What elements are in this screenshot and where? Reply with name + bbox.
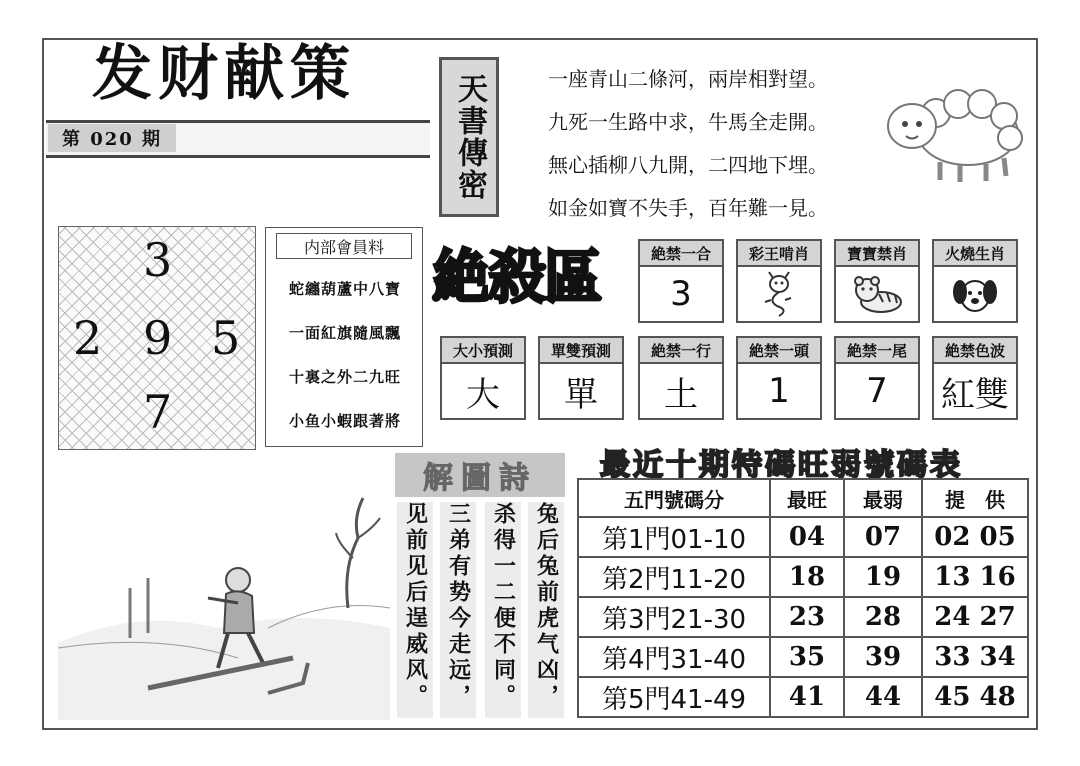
member-box: [265, 227, 423, 447]
provide-cell: 13 16: [922, 557, 1028, 597]
kill-cell-value: 7: [834, 364, 920, 420]
kill-zone-title: 絶殺區: [432, 243, 601, 311]
kill-cell-label: 絶禁一尾: [834, 336, 920, 364]
grid-number-bottom: 7: [143, 385, 173, 439]
door-cell: 第4門31-40: [578, 637, 770, 677]
kill-cell-label: 大小預測: [440, 336, 526, 364]
table-row: [578, 557, 1028, 597]
table-header: 五門號碼分: [578, 479, 770, 517]
cold-cell: 28: [844, 597, 922, 637]
hot-cell: 18: [770, 557, 844, 597]
provide-cell: 33 34: [922, 637, 1028, 677]
kill-cell-value: 1: [736, 364, 822, 420]
poem-line: 九死一生路中求，牛馬全走開。: [548, 110, 828, 134]
hot-cell: 41: [770, 677, 844, 717]
picture-poem-column: 兔后兔前虎气凶，: [528, 502, 564, 718]
member-line: 十裏之外二九旺: [288, 368, 401, 386]
kill-cell-label: 絶禁一頭: [736, 336, 822, 364]
table-row: [578, 517, 1028, 557]
grid-number-center: 9: [143, 311, 173, 365]
member-line: 小鱼小蝦跟著將: [288, 412, 401, 430]
sheep-icon: [878, 88, 1028, 188]
dragon-icon: [759, 270, 799, 318]
provide-cell: 24 27: [922, 597, 1028, 637]
cold-cell: 39: [844, 637, 922, 677]
picture-poem-column: 三弟有势今走远，: [440, 502, 476, 718]
kill-cell-label: 彩王啃肖: [736, 239, 822, 267]
hot-cell: 35: [770, 637, 844, 677]
kill-cell-value: 土: [638, 364, 724, 420]
hot-cell: 04: [770, 517, 844, 557]
poem-line: 如金如寶不失手，百年難一見。: [548, 196, 828, 220]
kill-cell-value: 大: [440, 364, 526, 420]
picture-poem-title: 解圖詩: [395, 453, 565, 497]
kill-cell: [932, 239, 1018, 323]
provide-cell: 45 48: [922, 677, 1028, 717]
kill-cell: [736, 239, 822, 323]
kill-cell-label: 絶禁一行: [638, 336, 724, 364]
member-line: 蛇纏葫蘆中八寶: [288, 280, 401, 298]
kill-cell: [736, 336, 822, 420]
kill-cell: [834, 239, 920, 323]
number-grid: [58, 226, 256, 450]
table-row: [578, 677, 1028, 717]
table-title: 最近十期特碼旺弱號碼表: [600, 448, 963, 483]
kill-cell-label: 單雙預測: [538, 336, 624, 364]
cold-cell: 19: [844, 557, 922, 597]
banner-text: 天書傳密: [452, 73, 487, 201]
table-header: 提 供: [922, 479, 1028, 517]
kill-cell-value: 單: [538, 364, 624, 420]
grid-number-left: 2: [73, 311, 103, 365]
member-line: 一面紅旗隨風飄: [288, 324, 401, 342]
kill-cell-value: 3: [638, 267, 724, 323]
boy-illustration: [58, 458, 390, 720]
poem: [548, 58, 878, 230]
cold-cell: 07: [844, 517, 922, 557]
door-cell: 第3門21-30: [578, 597, 770, 637]
door-cell: 第2門11-20: [578, 557, 770, 597]
kill-cell: [440, 336, 526, 420]
poem-line: 一座青山二條河，兩岸相對望。: [548, 67, 828, 91]
member-title: 内部會員料: [276, 233, 412, 259]
kill-cell-label: 火燒生肖: [932, 239, 1018, 267]
door-cell: 第5門41-49: [578, 677, 770, 717]
grid-number-top: 3: [143, 233, 173, 287]
door-cell: 第1門01-10: [578, 517, 770, 557]
dog-icon: [951, 272, 999, 316]
table-header: 最弱: [844, 479, 922, 517]
kill-cell-label: 寶寶禁肖: [834, 239, 920, 267]
table-header-row: [578, 479, 1028, 517]
issue-label: 第 020 期: [48, 124, 176, 152]
page-title: 发财献策: [92, 39, 356, 109]
kill-cell: [638, 336, 724, 420]
kill-cell: [932, 336, 1018, 420]
grid-number-right: 5: [211, 311, 241, 365]
cold-cell: 44: [844, 677, 922, 717]
provide-cell: 02 05: [922, 517, 1028, 557]
picture-poem-column: 见前见后逞威风。: [397, 502, 433, 718]
banner-tianshu: [439, 57, 499, 217]
kill-cell: [538, 336, 624, 420]
table-header: 最旺: [770, 479, 844, 517]
kill-cell: [834, 336, 920, 420]
kill-cell-value: 紅雙: [932, 364, 1018, 420]
hot-cell: 23: [770, 597, 844, 637]
table-row: [578, 637, 1028, 677]
kill-cell: [638, 239, 724, 323]
kill-cell-label: 絶禁一合: [638, 239, 724, 267]
tiger-icon: [849, 272, 905, 316]
number-table: [577, 478, 1029, 718]
picture-poem-column: 杀得一二便不同。: [485, 502, 521, 718]
kill-cell-label: 絶禁色波: [932, 336, 1018, 364]
table-row: [578, 597, 1028, 637]
poem-line: 無心插柳八九開，二四地下埋。: [548, 153, 828, 177]
